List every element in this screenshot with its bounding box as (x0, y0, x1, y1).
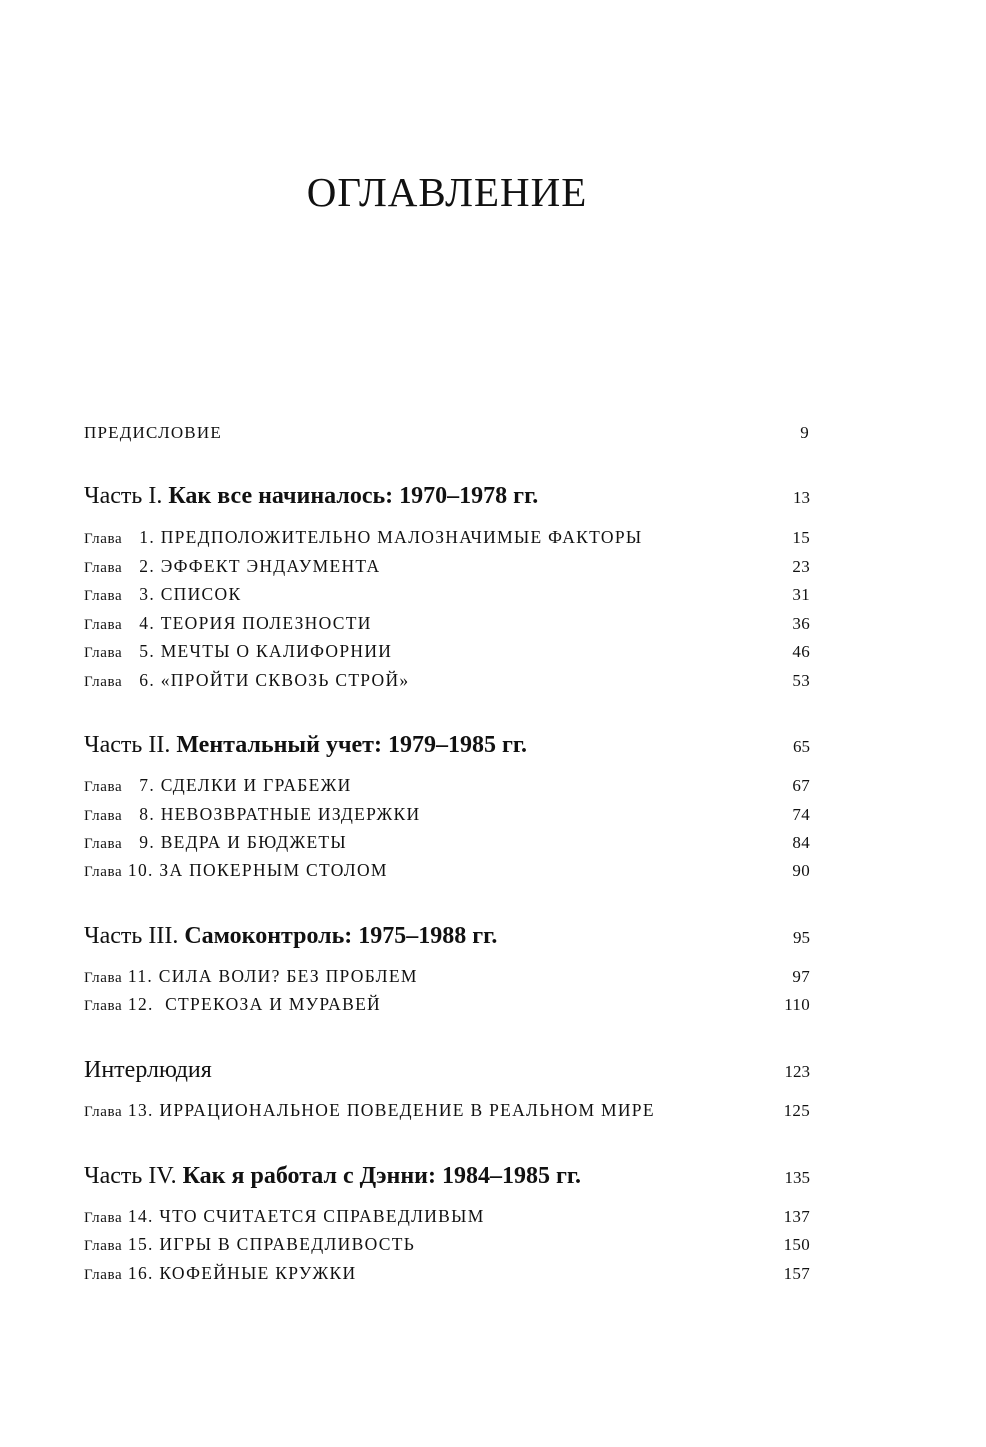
chapter-word: Глава (84, 617, 123, 633)
chapter-title: СИЛА ВОЛИ? БЕЗ ПРОБЛЕМ (158, 966, 418, 986)
toc-chapter[interactable] (84, 1234, 810, 1255)
chapter-heading (84, 832, 347, 853)
chapter-number: 11. (127, 966, 154, 986)
page-number: 137 (783, 1207, 810, 1226)
toc-interlude[interactable] (84, 1057, 810, 1084)
chapter-word: Глава (84, 864, 123, 880)
chapter-number: 14. (127, 1206, 154, 1226)
toc-chapter[interactable] (84, 641, 810, 662)
part-prefix: Часть IV. (84, 1163, 177, 1189)
page-number: 125 (783, 1101, 810, 1120)
part-heading (84, 483, 538, 510)
toc-entry-preface[interactable] (84, 423, 810, 443)
chapter-title: ЧТО СЧИТАЕТСЯ СПРАВЕДЛИВЫМ (159, 1206, 485, 1226)
chapter-title: ИГРЫ В СПРАВЕДЛИВОСТЬ (159, 1234, 416, 1254)
chapter-heading (84, 584, 241, 605)
chapter-number: 2. (139, 556, 155, 576)
toc-part-1[interactable] (84, 483, 810, 510)
chapter-title: ТЕОРИЯ ПОЛЕЗНОСТИ (160, 613, 372, 633)
chapter-number: 7. (139, 775, 155, 795)
page-number: 110 (784, 995, 810, 1014)
chapter-word: Глава (84, 836, 123, 852)
page-number: 65 (793, 737, 810, 756)
part-title: Ментальный учет: 1979–1985 гг. (176, 732, 528, 758)
toc-chapter[interactable] (84, 1100, 810, 1121)
part-heading (84, 732, 527, 759)
toc-part-4[interactable] (84, 1163, 810, 1190)
chapter-number: 12. (127, 994, 154, 1014)
chapter-title: КОФЕЙНЫЕ КРУЖКИ (159, 1263, 357, 1283)
chapter-heading (84, 1206, 485, 1227)
chapter-number: 13. (127, 1100, 154, 1120)
page-number: 150 (783, 1235, 810, 1254)
page-number: 31 (792, 585, 810, 604)
page-number: 84 (792, 833, 810, 852)
chapter-number: 5. (139, 641, 155, 661)
chapter-word: Глава (84, 1210, 123, 1226)
toc-chapter[interactable] (84, 613, 810, 634)
chapter-number: 1. (139, 527, 155, 547)
page-number: 97 (792, 967, 810, 986)
chapter-number: 15. (127, 1234, 154, 1254)
toc-chapter[interactable] (84, 860, 810, 881)
page-number: 9 (800, 423, 810, 442)
page-number: 67 (792, 776, 810, 795)
part-title: Как все начиналось: 1970–1978 гг. (168, 483, 539, 509)
chapter-word: Глава (84, 779, 123, 795)
interlude-title: Интерлюдия (84, 1057, 212, 1083)
page-number: 53 (792, 671, 810, 690)
part-title: Самоконтроль: 1975–1988 гг. (184, 923, 498, 949)
page-number: 135 (784, 1168, 810, 1187)
chapter-heading (84, 994, 381, 1015)
chapter-word: Глава (84, 531, 123, 547)
page-number: 74 (792, 805, 810, 824)
page-number: 13 (793, 488, 810, 507)
chapter-title: НЕВОЗВРАТНЫЕ ИЗДЕРЖКИ (160, 804, 421, 824)
toc-chapter[interactable] (84, 966, 810, 987)
toc-chapter[interactable] (84, 994, 810, 1015)
chapter-heading (84, 966, 418, 987)
page-number: 123 (784, 1062, 810, 1081)
chapter-title: ЗА ПОКЕРНЫМ СТОЛОМ (159, 860, 388, 880)
chapter-title: СДЕЛКИ И ГРАБЕЖИ (160, 775, 352, 795)
chapter-heading (84, 775, 352, 796)
chapter-title: СТРЕКОЗА И МУРАВЕЙ (165, 994, 381, 1014)
chapter-heading (84, 556, 380, 577)
chapter-number: 10. (127, 860, 154, 880)
chapter-heading (84, 670, 409, 691)
chapter-word: Глава (84, 1238, 123, 1254)
chapter-word: Глава (84, 645, 123, 661)
chapter-title: ЭФФЕКТ ЭНДАУМЕНТА (160, 556, 381, 576)
toc-chapter[interactable] (84, 556, 810, 577)
chapter-title: ВЕДРА И БЮДЖЕТЫ (160, 832, 347, 852)
chapter-word: Глава (84, 588, 123, 604)
chapter-word: Глава (84, 1267, 123, 1283)
part-prefix: Часть III. (84, 923, 179, 949)
chapter-number: 3. (139, 584, 155, 604)
toc-chapter[interactable] (84, 804, 810, 825)
preface-label: ПРЕДИСЛОВИЕ (84, 423, 222, 442)
chapter-heading (84, 1100, 655, 1121)
chapter-number: 16. (127, 1263, 154, 1283)
chapter-heading (84, 1263, 356, 1284)
page-number: 157 (783, 1264, 810, 1283)
chapter-number: 8. (139, 804, 155, 824)
toc-chapter[interactable] (84, 775, 810, 796)
page-number: 15 (792, 528, 810, 547)
chapter-title: ПРЕДПОЛОЖИТЕЛЬНО МАЛОЗНАЧИМЫЕ ФАКТОРЫ (160, 527, 643, 547)
chapter-word: Глава (84, 970, 123, 986)
part-heading (84, 1163, 581, 1190)
part-title: Как я работал с Дэнни: 1984–1985 гг. (182, 1163, 582, 1189)
part-prefix: Часть II. (84, 732, 171, 758)
chapter-number: 9. (139, 832, 155, 852)
chapter-heading (84, 641, 392, 662)
part-prefix: Часть I. (84, 483, 163, 509)
chapter-word: Глава (84, 808, 123, 824)
toc-chapter[interactable] (84, 670, 810, 691)
chapter-title: СПИСОК (160, 584, 242, 604)
chapter-heading (84, 860, 388, 881)
chapter-word: Глава (84, 998, 123, 1014)
chapter-heading (84, 613, 372, 634)
toc-chapter[interactable] (84, 527, 810, 548)
chapter-heading (84, 1234, 415, 1255)
page-number: 90 (792, 861, 810, 880)
toc-chapter[interactable] (84, 832, 810, 853)
chapter-word: Глава (84, 1104, 123, 1120)
chapter-title: ИРРАЦИОНАЛЬНОЕ ПОВЕДЕНИЕ В РЕАЛЬНОМ МИРЕ (159, 1100, 655, 1120)
toc-chapter[interactable] (84, 584, 810, 605)
toc-chapter[interactable] (84, 1263, 810, 1284)
chapter-word: Глава (84, 560, 123, 576)
toc-part-3[interactable] (84, 923, 810, 950)
part-heading (84, 923, 497, 950)
chapter-word: Глава (84, 674, 123, 690)
chapter-number: 6. (139, 670, 155, 690)
chapter-title: «ПРОЙТИ СКВОЗЬ СТРОЙ» (160, 670, 410, 690)
toc-chapter[interactable] (84, 1206, 810, 1227)
chapter-number: 4. (139, 613, 155, 633)
chapter-heading (84, 527, 642, 548)
page-title: ОГЛАВЛЕНИЕ (306, 169, 588, 215)
toc-part-2[interactable] (84, 732, 810, 759)
page-number: 95 (793, 928, 810, 947)
page-number: 46 (792, 642, 810, 661)
page-number: 23 (792, 557, 810, 576)
chapter-title: МЕЧТЫ О КАЛИФОРНИИ (160, 641, 393, 661)
page-number: 36 (792, 614, 810, 633)
chapter-heading (84, 804, 420, 825)
